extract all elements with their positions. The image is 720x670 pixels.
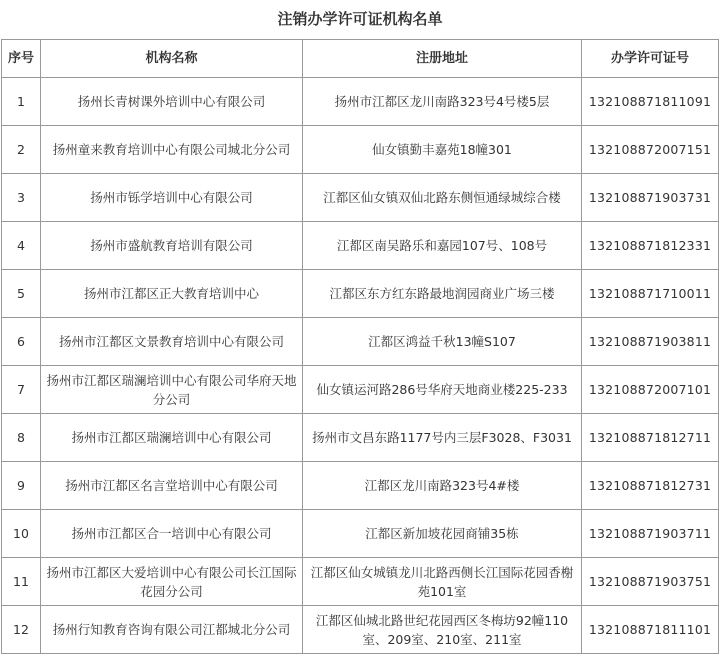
institution-name: 扬州市盛航教育培训有限公司 [41,222,303,270]
row-index: 1 [2,78,41,126]
table-row [2,270,719,318]
table-row [2,606,719,654]
column-header-index: 序号 [2,40,41,78]
registered-address: 仙女镇运河路286号华府天地商业楼225-233 [303,366,582,414]
row-index: 5 [2,270,41,318]
column-header-name: 机构名称 [41,40,303,78]
institution-name: 扬州童来教育培训中心有限公司城北分公司 [41,126,303,174]
row-index: 6 [2,318,41,366]
license-number: 132108871903731 [582,174,719,222]
row-index: 3 [2,174,41,222]
institution-name: 扬州长青树课外培训中心有限公司 [41,78,303,126]
registered-address: 仙女镇勤丰嘉苑18幢301 [303,126,582,174]
license-number: 132108871812331 [582,222,719,270]
table-header-row [2,40,719,78]
institution-name: 扬州市江都区大爱培训中心有限公司长江国际花园分公司 [41,558,303,606]
row-index: 7 [2,366,41,414]
registered-address: 扬州市文昌东路1177号内三层F3028、F3031 [303,414,582,462]
row-index: 10 [2,510,41,558]
registered-address: 江都区仙女城镇龙川北路西侧长江国际花园香榭苑101室 [303,558,582,606]
row-index: 9 [2,462,41,510]
registered-address: 江都区仙女镇双仙北路东侧恒通绿城综合楼 [303,174,582,222]
table-row [2,558,719,606]
license-number: 132108871903711 [582,510,719,558]
table-row [2,126,719,174]
institution-name: 扬州市江都区名言堂培训中心有限公司 [41,462,303,510]
deregistered-institutions-table [1,39,719,654]
column-header-license: 办学许可证号 [582,40,719,78]
license-number: 132108871811091 [582,78,719,126]
row-index: 2 [2,126,41,174]
license-number: 132108871710011 [582,270,719,318]
license-number: 132108871811101 [582,606,719,654]
column-header-address: 注册地址 [303,40,582,78]
row-index: 11 [2,558,41,606]
table-row [2,174,719,222]
table-row [2,510,719,558]
table-row [2,462,719,510]
registered-address: 江都区鸿益千秋13幢S107 [303,318,582,366]
table-row [2,366,719,414]
institution-name: 扬州市江都区合一培训中心有限公司 [41,510,303,558]
row-index: 8 [2,414,41,462]
registered-address: 江都区东方红东路最地润园商业广场三楼 [303,270,582,318]
table-row [2,318,719,366]
registered-address: 江都区龙川南路323号4#楼 [303,462,582,510]
institution-name: 扬州市江都区瑞澜培训中心有限公司 [41,414,303,462]
institution-name: 扬州行知教育咨询有限公司江都城北分公司 [41,606,303,654]
table-row [2,222,719,270]
institution-name: 扬州市江都区瑞澜培训中心有限公司华府天地分公司 [41,366,303,414]
institution-name: 扬州市江都区正大教育培训中心 [41,270,303,318]
license-number: 132108871903751 [582,558,719,606]
license-number: 132108871812731 [582,462,719,510]
institution-name: 扬州市铄学培训中心有限公司 [41,174,303,222]
row-index: 12 [2,606,41,654]
institution-name: 扬州市江都区文景教育培训中心有限公司 [41,318,303,366]
registered-address: 江都区新加坡花园商铺35栋 [303,510,582,558]
license-number: 132108872007151 [582,126,719,174]
table-row [2,414,719,462]
registered-address: 江都区南吴路乐和嘉园107号、108号 [303,222,582,270]
row-index: 4 [2,222,41,270]
license-number: 132108872007101 [582,366,719,414]
license-number: 132108871903811 [582,318,719,366]
registered-address: 扬州市江都区龙川南路323号4号楼5层 [303,78,582,126]
page-title: 注销办学许可证机构名单 [277,10,443,28]
license-number: 132108871812711 [582,414,719,462]
registered-address: 江都区仙城北路世纪花园西区冬梅坊92幢110室、209室、210室、211室 [303,606,582,654]
table-row [2,78,719,126]
